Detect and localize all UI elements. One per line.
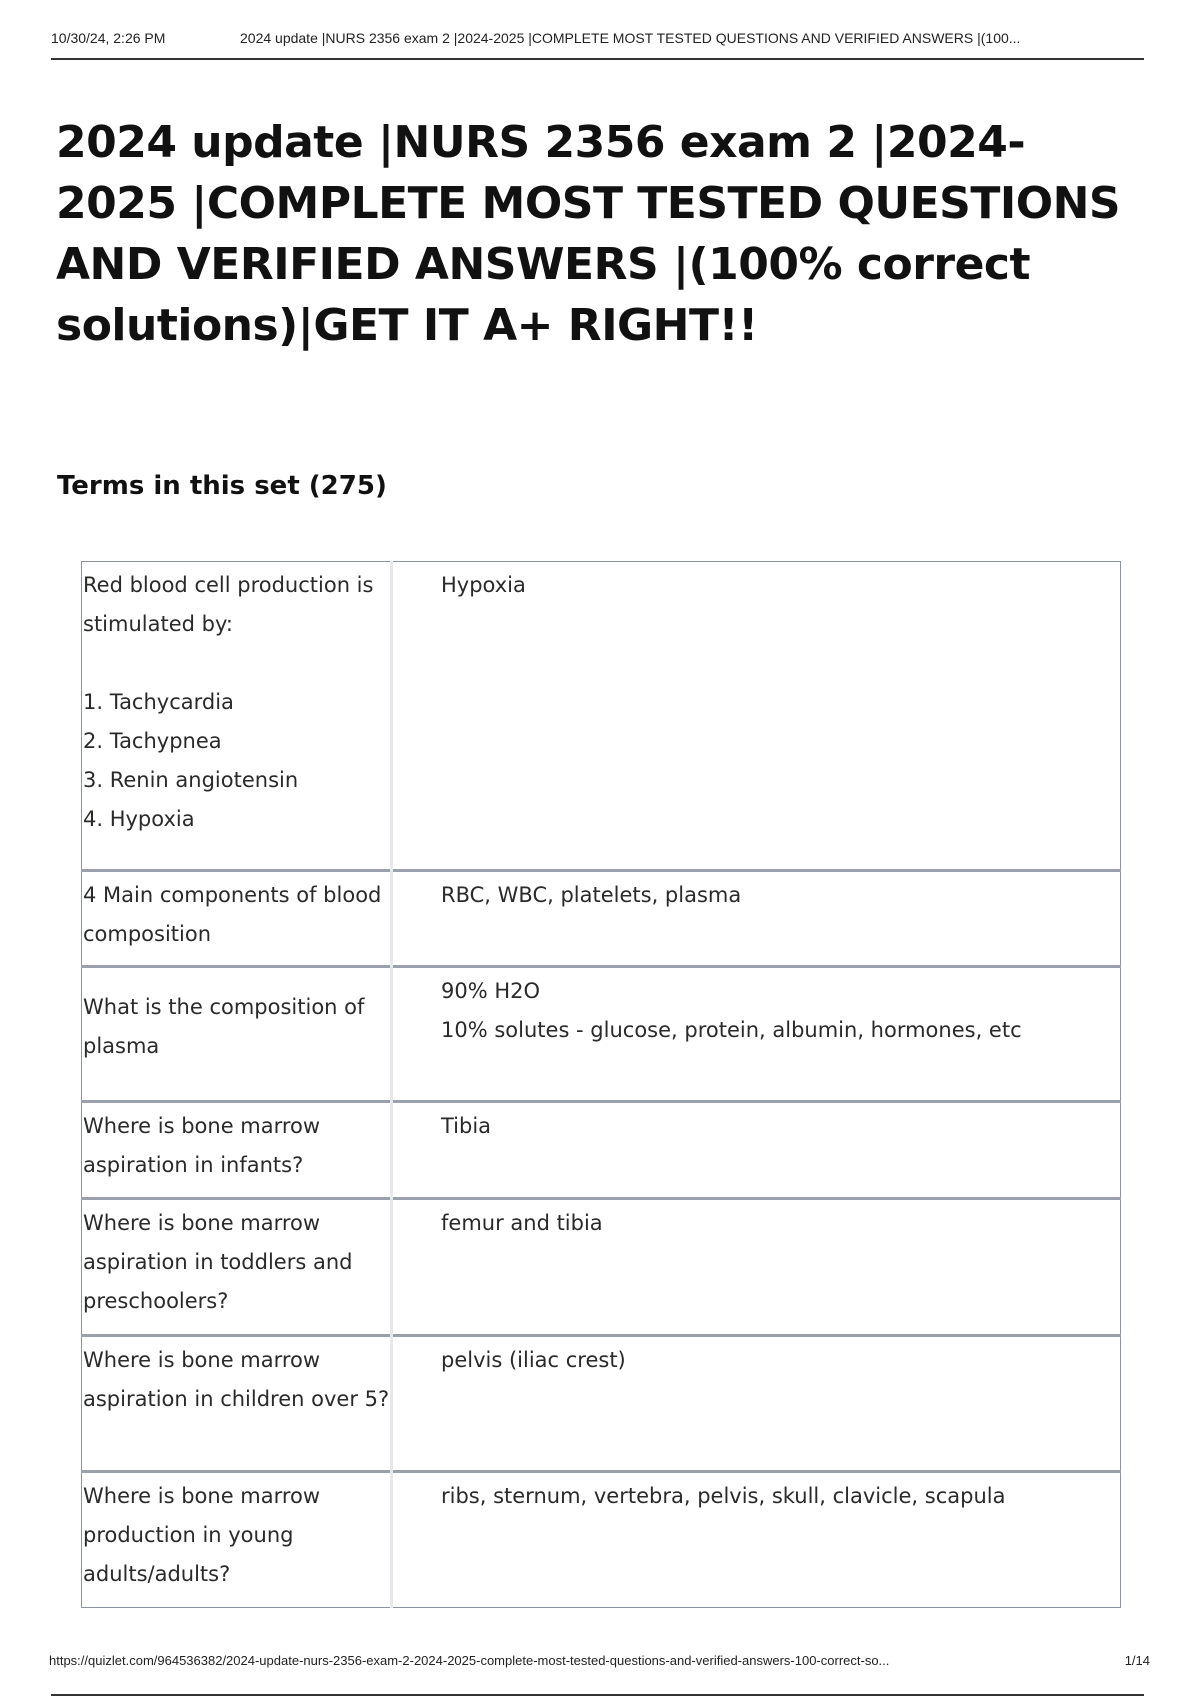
terms-table — [81, 561, 1121, 1608]
print-timestamp: 10/30/24, 2:26 PM — [51, 30, 166, 46]
term-row — [82, 1199, 1121, 1336]
definition-text: femur and tibia — [392, 1199, 1121, 1336]
term-text: Where is bone marrow production in young adults/adults? — [82, 1472, 392, 1608]
terms-count-heading: Terms in this set (275) — [57, 471, 387, 501]
definition-text: Tibia — [392, 1102, 1121, 1199]
term-row — [82, 562, 1121, 871]
footer-divider — [51, 1694, 1144, 1696]
print-footer — [0, 1645, 1200, 1700]
term-row — [82, 1102, 1121, 1199]
print-header-title: 2024 update |NURS 2356 exam 2 |2024-2025 |COMPLETE MOST TESTED QUESTIONS AND VERIFIED ANSWERS |(100... — [240, 30, 1021, 46]
term-text: Where is bone marrow aspiration in toddlers and preschoolers? — [82, 1199, 392, 1336]
term-text: Red blood cell production is stimulated by: 1. Tachycardia 2. Tachypnea 3. Renin angiotensin 4. Hypoxia — [82, 562, 392, 871]
term-row — [82, 1472, 1121, 1608]
term-text: Where is bone marrow aspiration in infants? — [82, 1102, 392, 1199]
term-text: Where is bone marrow aspiration in children over 5? — [82, 1336, 392, 1472]
footer-url: https://quizlet.com/964536382/2024-update-nurs-2356-exam-2-2024-2025-complete-most-tested-questions-and-verified-answers-100-correct-so... — [49, 1653, 890, 1668]
definition-text: ribs, sternum, vertebra, pelvis, skull, clavicle, scapula — [392, 1472, 1121, 1608]
definition-text: RBC, WBC, platelets, plasma — [392, 871, 1121, 967]
term-row — [82, 1336, 1121, 1472]
definition-text: pelvis (iliac crest) — [392, 1336, 1121, 1472]
term-row — [82, 871, 1121, 967]
definition-text: Hypoxia — [392, 562, 1121, 871]
definition-text: 90% H2O 10% solutes - glucose, protein, albumin, hormones, etc — [392, 967, 1121, 1102]
page-title: 2024 update |NURS 2356 exam 2 |2024-2025 |COMPLETE MOST TESTED QUESTIONS AND VERIFIED ANSWERS |(100% correct solutions)|GET IT A+ RIGHT!! — [56, 117, 1121, 351]
page-number: 1/14 — [1124, 1653, 1150, 1668]
term-text: 4 Main components of blood composition — [82, 871, 392, 967]
term-text: What is the composition of plasma — [82, 967, 392, 1102]
term-row — [82, 967, 1121, 1102]
print-header — [51, 30, 1144, 60]
